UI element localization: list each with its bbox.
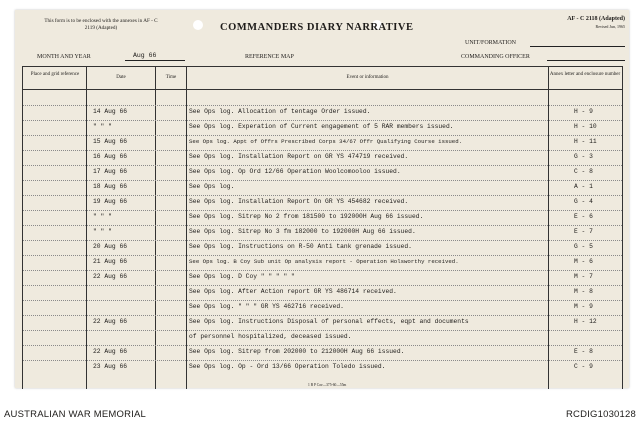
row-annex: H - 11 bbox=[574, 138, 597, 145]
row-date: 16 Aug 66 bbox=[93, 153, 128, 160]
diary-table bbox=[22, 66, 623, 389]
row-event: See Ops log. " " " GR YS 462716 received. bbox=[189, 303, 344, 310]
row-annex: H - 9 bbox=[574, 108, 593, 115]
punch-hole-icon bbox=[193, 20, 203, 30]
row-annex: A - 1 bbox=[574, 183, 593, 190]
row-annex: C - 8 bbox=[574, 168, 593, 175]
table-row bbox=[23, 330, 622, 346]
table-row bbox=[23, 255, 622, 271]
row-date: " " " bbox=[93, 123, 112, 130]
row-event: See Ops log. After Action report GR YS 486714 received. bbox=[189, 288, 397, 295]
row-date: " " " bbox=[93, 213, 112, 220]
row-date: 15 Aug 66 bbox=[93, 138, 128, 145]
row-event: See Ops log. B Coy Sub unit Op analysis report - Operation Holsworthy received. bbox=[189, 258, 459, 265]
table-row bbox=[23, 195, 622, 211]
row-event: See Ops log. Experation of Current engagement of 5 RAR members issued. bbox=[189, 123, 454, 130]
archive-id: RCDIG1030128 bbox=[566, 409, 636, 420]
table-row bbox=[23, 360, 622, 375]
month-value: Aug 66 bbox=[133, 52, 157, 59]
table-row bbox=[23, 210, 622, 226]
row-date: 19 Aug 66 bbox=[93, 198, 128, 205]
row-event: See Ops log. Installation Report On GR YS 454682 received. bbox=[189, 198, 409, 205]
row-event: See Ops log. Installation Report on GR YS 474719 received. bbox=[189, 153, 409, 160]
row-date: 22 Aug 66 bbox=[93, 273, 128, 280]
row-date: 17 Aug 66 bbox=[93, 168, 128, 175]
row-annex: H - 10 bbox=[574, 123, 597, 130]
row-annex: M - 6 bbox=[574, 258, 593, 265]
table-row bbox=[23, 150, 622, 166]
col-date: Date bbox=[116, 75, 126, 80]
table-row bbox=[23, 345, 622, 361]
row-date: 22 Aug 66 bbox=[93, 318, 128, 325]
row-annex: M - 7 bbox=[574, 273, 593, 280]
table-row bbox=[23, 270, 622, 286]
table-row bbox=[23, 90, 622, 106]
row-annex: M - 9 bbox=[574, 303, 593, 310]
row-annex: E - 6 bbox=[574, 213, 593, 220]
row-event: See Ops log. Sitrep from 202000 to 212000H Aug 66 issued. bbox=[189, 348, 405, 355]
table-row bbox=[23, 315, 622, 331]
row-annex: G - 3 bbox=[574, 153, 593, 160]
row-date: 23 Aug 66 bbox=[93, 363, 128, 370]
form-note: This form is to be enclosed with the annexes in AF - C 2119 (Adapted) bbox=[44, 18, 158, 31]
archive-caption: AUSTRALIAN WAR MEMORIAL bbox=[4, 409, 147, 420]
row-event: See Ops log. Op Ord 12/66 Operation Woolcomooloo issued. bbox=[189, 168, 401, 175]
row-date: 21 Aug 66 bbox=[93, 258, 128, 265]
row-annex: C - 9 bbox=[574, 363, 593, 370]
printer-line: 1 B P Cav—375-60—55m bbox=[308, 383, 347, 387]
row-date: 14 Aug 66 bbox=[93, 108, 128, 115]
row-date: 20 Aug 66 bbox=[93, 243, 128, 250]
commanding-officer-label: COMMANDING OFFICER bbox=[461, 54, 530, 60]
col-annex: Annex letter and enclosure number bbox=[549, 72, 621, 77]
table-row bbox=[23, 285, 622, 301]
table-row bbox=[23, 120, 622, 136]
row-event: See Ops log. Sitrep No 2 from 181500 to 192000H Aug 66 issued. bbox=[189, 213, 424, 220]
col-place: Place and grid reference bbox=[30, 72, 80, 77]
page-title: COMMANDERS DIARY NARRATIVE bbox=[220, 22, 414, 33]
row-annex: E - 8 bbox=[574, 348, 593, 355]
table-row bbox=[23, 240, 622, 256]
row-event: See Ops log. Op - Ord 13/66 Operation Toledo issued. bbox=[189, 363, 386, 370]
col-time: Time bbox=[165, 75, 177, 80]
row-event: See Ops log. Allocation of tentage Order issued. bbox=[189, 108, 371, 115]
table-row bbox=[23, 165, 622, 181]
table-row bbox=[23, 135, 622, 151]
unit-label: UNIT/FORMATION bbox=[465, 40, 516, 46]
unit-line bbox=[530, 46, 625, 47]
row-event: See Ops log. Appt of Offrs Prescribed Corps 34/67 Offr Qualifying Course issued. bbox=[189, 138, 463, 145]
col-event: Event or information bbox=[346, 75, 389, 80]
row-event: See Ops log. Instructions Disposal of personal effects, eqpt and documents bbox=[189, 318, 469, 325]
reference-map-label: REFERENCE MAP bbox=[245, 54, 294, 60]
row-annex: E - 7 bbox=[574, 228, 593, 235]
row-event: See Ops log. Instructions on R-50 Anti tank grenade issued. bbox=[189, 243, 412, 250]
row-event: of personnel hospitalized, deceased issued. bbox=[189, 333, 352, 340]
row-annex: M - 8 bbox=[574, 288, 593, 295]
row-annex: H - 12 bbox=[574, 318, 597, 325]
revised-date: Revised Jun, 1965 bbox=[595, 24, 625, 29]
row-annex: G - 4 bbox=[574, 198, 593, 205]
row-date: 18 Aug 66 bbox=[93, 183, 128, 190]
month-label: MONTH AND YEAR bbox=[37, 54, 91, 60]
row-event: See Ops log. Sitrep No 3 fm 182000 to 192000H Aug 66 issued. bbox=[189, 228, 416, 235]
row-annex: G - 5 bbox=[574, 243, 593, 250]
form-number: AF - C 2118 (Adapted) bbox=[567, 16, 625, 22]
row-date: " " " bbox=[93, 228, 112, 235]
table-row bbox=[23, 105, 622, 121]
diary-sheet bbox=[15, 10, 629, 388]
commanding-line bbox=[547, 60, 625, 61]
row-date: 22 Aug 66 bbox=[93, 348, 128, 355]
month-line bbox=[125, 60, 185, 61]
table-row bbox=[23, 225, 622, 241]
row-event: See Ops log. D Coy " " " " " bbox=[189, 273, 295, 280]
table-row bbox=[23, 300, 622, 316]
table-row bbox=[23, 180, 622, 196]
row-event: See Ops log. bbox=[189, 183, 235, 190]
